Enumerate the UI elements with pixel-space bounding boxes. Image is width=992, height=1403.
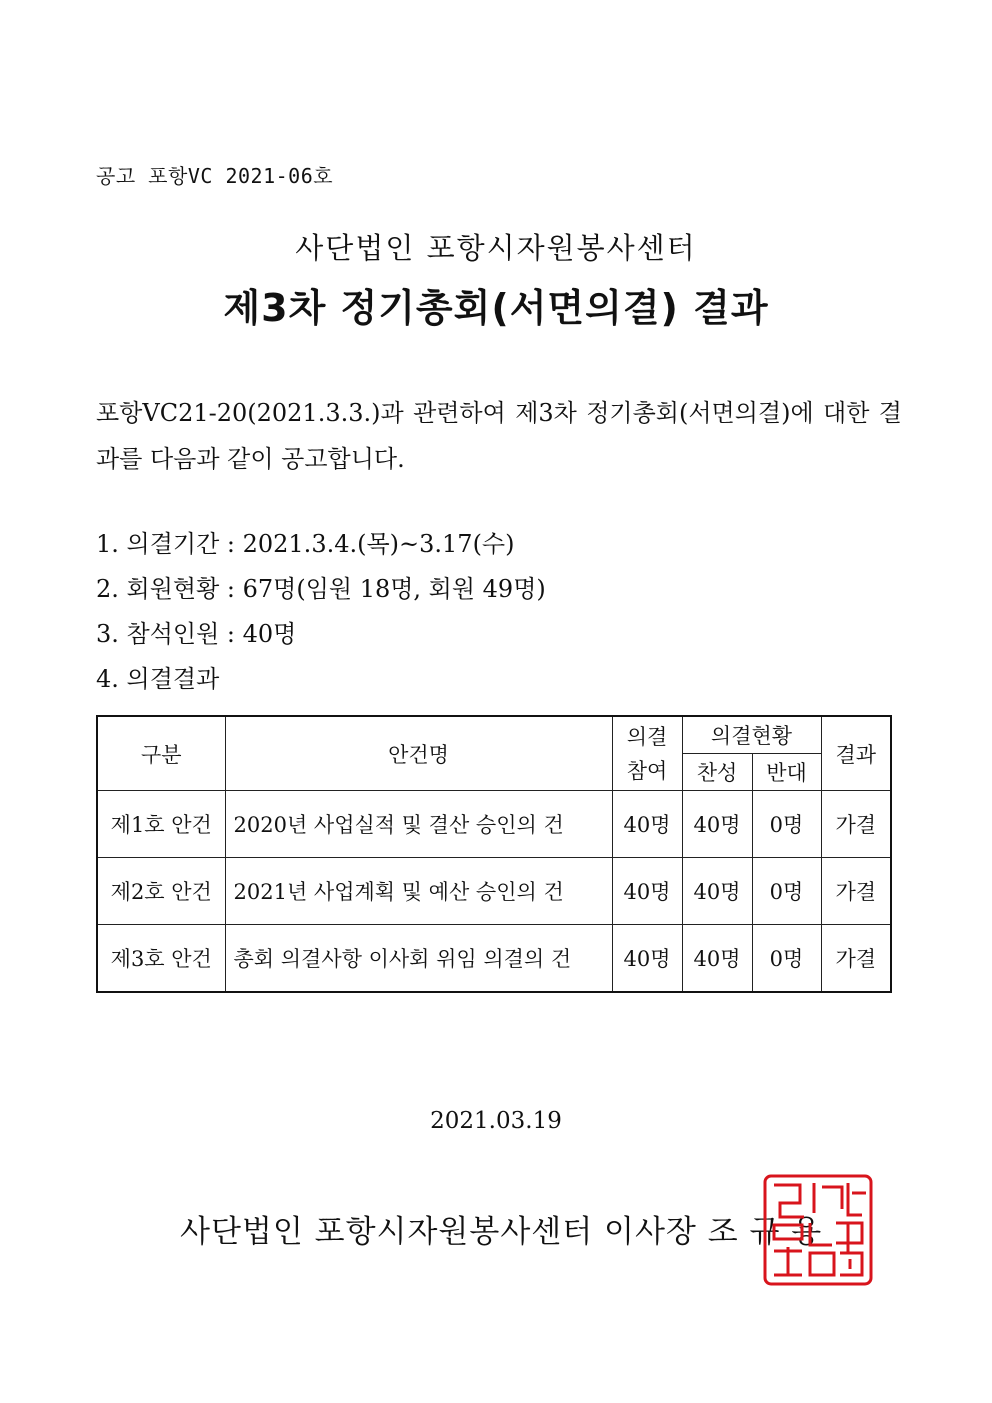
row-approve: 40명 [682, 858, 752, 925]
table-row [97, 925, 891, 993]
header-participation [612, 716, 682, 791]
signature-line: 사단법인 포항시자원봉사센터 이사장 조 규 용 [180, 1214, 823, 1250]
header-result: 결과 [821, 716, 891, 791]
item-list [96, 522, 546, 702]
item-voting-period: 1. 의결기간 : 2021.3.4.(목)~3.17(수) [96, 530, 515, 558]
row-category: 제3호 안건 [97, 925, 225, 993]
document-title: 제3차 정기총회(서면의결) 결과 [223, 286, 769, 330]
row-oppose: 0명 [752, 791, 821, 858]
header-category: 구분 [97, 716, 225, 791]
header-approve: 찬성 [682, 754, 752, 791]
item-membership: 2. 회원현황 : 67명(임원 18명, 회원 49명) [96, 575, 546, 603]
intro-paragraph: 포항VC21-20(2021.3.3.)과 관련하여 제3차 정기총회(서면의결)에 대한 결과를 다음과 같이 공고합니다. [96, 399, 902, 473]
issue-date: 2021.03.19 [430, 1108, 562, 1134]
row-result: 가결 [821, 925, 891, 993]
header-status: 의결현황 [682, 716, 821, 754]
item-attendance: 3. 참석인원 : 40명 [96, 620, 297, 648]
row-agenda: 총회 의결사항 이사회 위임 의결의 건 [225, 925, 612, 993]
seal-glyphs [774, 1183, 866, 1275]
row-participation: 40명 [612, 925, 682, 993]
header-participation-label: 의결참여 [626, 724, 668, 783]
row-agenda: 2020년 사업실적 및 결산 승인의 건 [225, 791, 612, 858]
official-seal-icon [762, 1173, 874, 1287]
header-agenda: 안건명 [225, 716, 612, 791]
organization-title: 사단법인 포항시자원봉사센터 [295, 231, 697, 265]
notice-number: 공고 포항VC 2021-06호 [96, 164, 334, 188]
row-oppose: 0명 [752, 858, 821, 925]
row-category: 제1호 안건 [97, 791, 225, 858]
row-agenda: 2021년 사업계획 및 예산 승인의 건 [225, 858, 612, 925]
row-category: 제2호 안건 [97, 858, 225, 925]
row-approve: 40명 [682, 791, 752, 858]
vote-results-table [96, 715, 892, 993]
row-result: 가결 [821, 858, 891, 925]
row-result: 가결 [821, 791, 891, 858]
row-participation: 40명 [612, 791, 682, 858]
item-vote-results: 4. 의결결과 [96, 665, 220, 693]
row-oppose: 0명 [752, 925, 821, 993]
row-participation: 40명 [612, 858, 682, 925]
row-approve: 40명 [682, 925, 752, 993]
table-row [97, 858, 891, 925]
table-row [97, 791, 891, 858]
header-oppose: 반대 [752, 754, 821, 791]
